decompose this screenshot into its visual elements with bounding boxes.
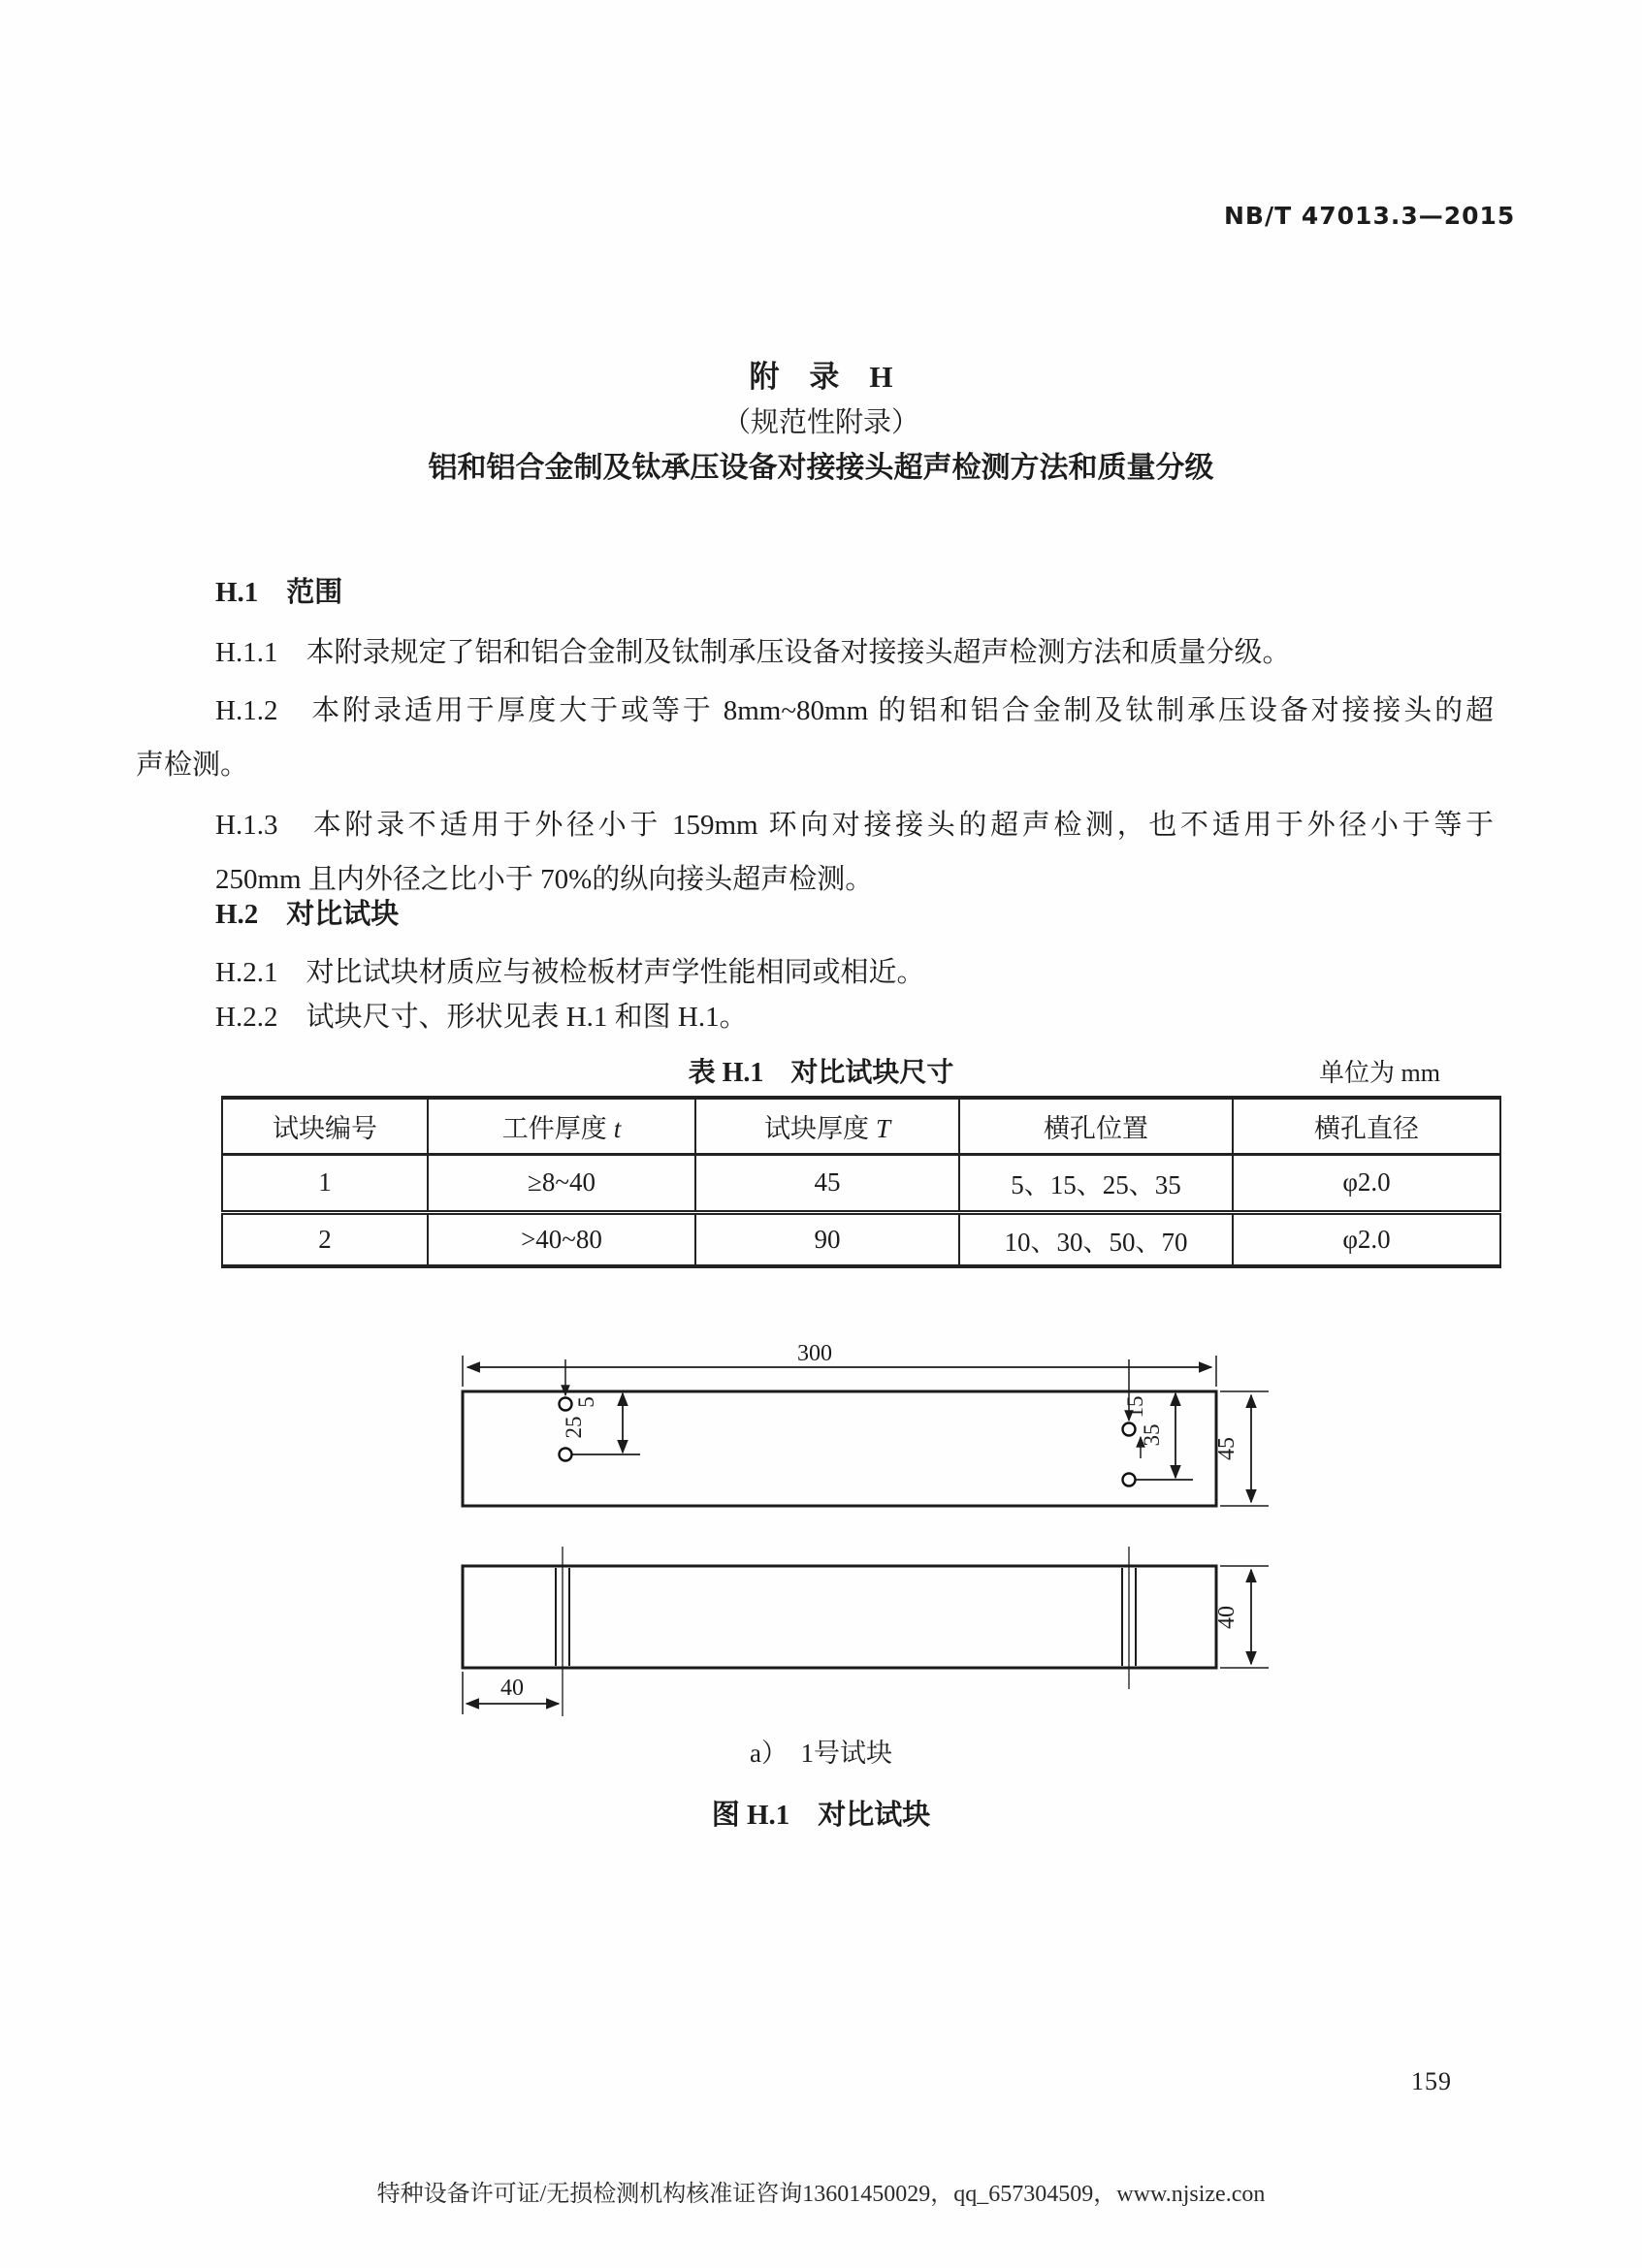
cell-block-thickness: 45 bbox=[695, 1154, 959, 1212]
table-row bbox=[222, 1154, 1500, 1212]
dim-label-5: 5 bbox=[574, 1396, 598, 1408]
cell-hole-diameter: φ2.0 bbox=[1233, 1154, 1500, 1212]
dim-label-300: 300 bbox=[797, 1341, 832, 1366]
paragraph-h12-line1: H.1.2 本附录适用于厚度大于或等于 8mm~80mm 的铝和铝合金制及钛制承压设备对接接头的超 bbox=[215, 695, 1494, 726]
cell-workpiece-thickness: >40~80 bbox=[428, 1212, 695, 1266]
cell-block-thickness: 90 bbox=[695, 1212, 959, 1266]
cell-block-no: 2 bbox=[222, 1212, 428, 1266]
section-h1-heading: H.1 范围 bbox=[215, 577, 343, 608]
hole-left-bottom bbox=[560, 1449, 572, 1461]
cell-hole-position: 10、30、50、70 bbox=[959, 1212, 1233, 1266]
table-row bbox=[222, 1212, 1500, 1266]
dim-label-40-height: 40 bbox=[1214, 1606, 1240, 1629]
test-block-drawing bbox=[388, 1338, 1319, 1736]
col-header-hole-position: 横孔位置 bbox=[959, 1098, 1233, 1154]
comparison-block-table bbox=[221, 1096, 1501, 1268]
table-unit-label: 单位为 mm bbox=[1319, 1059, 1440, 1087]
col-header-hole-diameter: 横孔直径 bbox=[1233, 1098, 1500, 1154]
col-header-block-no: 试块编号 bbox=[222, 1098, 428, 1154]
dim-label-25: 25 bbox=[562, 1416, 586, 1439]
figure-caption: 图 H.1 对比试块 bbox=[711, 1800, 931, 1831]
side-view-outline bbox=[463, 1566, 1216, 1668]
appendix-subtitle: （规范性附录） bbox=[722, 407, 919, 438]
section-h2-heading: H.2 对比试块 bbox=[215, 899, 400, 930]
cell-workpiece-thickness: ≥8~40 bbox=[428, 1154, 695, 1212]
cell-block-no: 1 bbox=[222, 1154, 428, 1212]
appendix-title: 附 录 H bbox=[749, 360, 893, 394]
col-header-workpiece-thickness: 工件厚度 t bbox=[428, 1098, 695, 1154]
page-number: 159 bbox=[1411, 2067, 1452, 2095]
dim-label-40-offset: 40 bbox=[500, 1676, 524, 1701]
table-header-row bbox=[222, 1098, 1500, 1154]
paragraph-h11: H.1.1 本附录规定了铝和铝合金制及钛制承压设备对接接头超声检测方法和质量分级。 bbox=[215, 637, 1291, 668]
footer-text: 特种设备许可证/无损检测机构核准证咨询13601450029，qq_657304509，www.njsize.con bbox=[376, 2182, 1266, 2207]
hole-left-top bbox=[560, 1398, 572, 1411]
hole-right-top bbox=[1123, 1423, 1136, 1436]
paragraph-h21: H.2.1 对比试块材质应与被检板材声学性能相同或相近。 bbox=[215, 957, 925, 988]
cell-hole-diameter: φ2.0 bbox=[1233, 1212, 1500, 1266]
col-header-block-thickness: 试块厚度 T bbox=[695, 1098, 959, 1154]
paragraph-h13-line1: H.1.3 本附录不适用于外径小于 159mm 环向对接接头的超声检测，也不适用于外径小于等于 bbox=[215, 810, 1494, 841]
paragraph-h22: H.2.2 试块尺寸、形状见表 H.1 和图 H.1。 bbox=[215, 1002, 748, 1033]
table-caption: 表 H.1 对比试块尺寸 bbox=[688, 1058, 954, 1088]
paragraph-h12-line2: 声检测。 bbox=[136, 750, 249, 781]
paragraph-h13-line2: 250mm 且内外径之比小于 70%的纵向接头超声检测。 bbox=[215, 864, 874, 895]
figure-subcaption: a） 1号试块 bbox=[750, 1739, 892, 1768]
appendix-main-title: 铝和铝合金制及钛承压设备对接接头超声检测方法和质量分级 bbox=[428, 452, 1214, 484]
dim-label-15: 15 bbox=[1123, 1395, 1147, 1419]
dim-label-45: 45 bbox=[1214, 1437, 1240, 1460]
doc-number: NB/T 47013.3—2015 bbox=[1224, 202, 1516, 230]
dim-label-35: 35 bbox=[1140, 1423, 1164, 1447]
cell-hole-position: 5、15、25、35 bbox=[959, 1154, 1233, 1212]
hole-right-bottom bbox=[1123, 1474, 1136, 1486]
